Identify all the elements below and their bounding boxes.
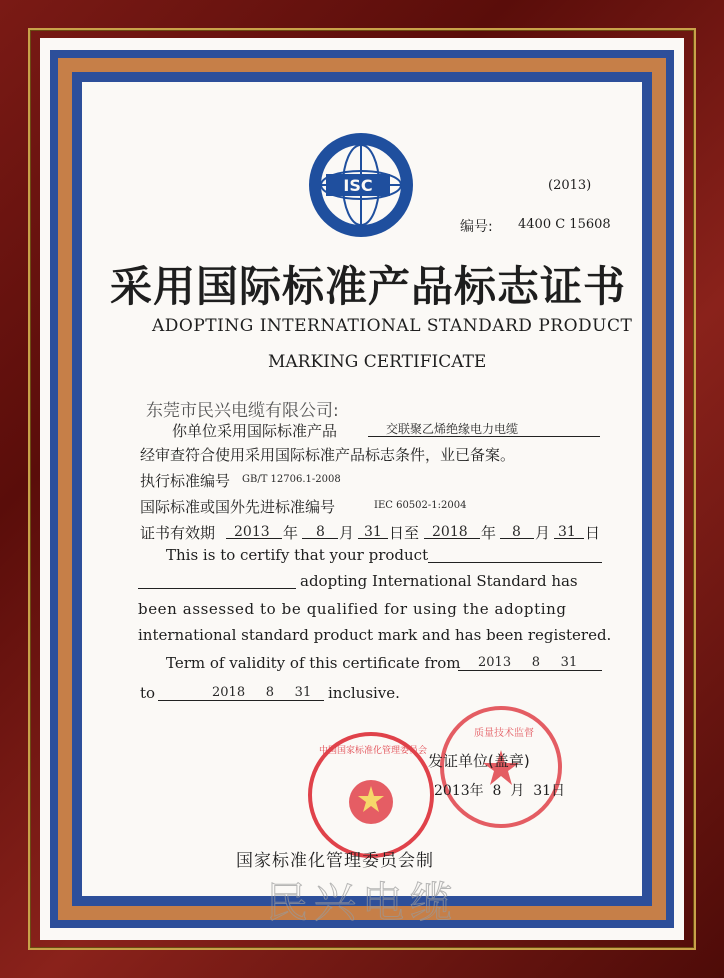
title-cn: 采用国际标准产品标志证书 (110, 262, 627, 311)
en-line5: Term of validity of this certificate from (166, 654, 461, 672)
en-to-underline (158, 700, 324, 701)
en-to-value: 2018 8 31 (212, 685, 312, 700)
en-from-underline (458, 670, 602, 671)
exec-std-label: 执行标准编号 (140, 472, 231, 490)
en-product-underline-2 (138, 588, 296, 589)
validity-month-char: 月 (339, 524, 355, 542)
seal-right-text: 质量技术监督 (474, 728, 534, 739)
issuer-label: 发证单位(盖章) (428, 752, 530, 770)
validity-from-year: 2013 (234, 524, 270, 540)
seal-left-text: 中国国家标准化管理委员会 (318, 746, 427, 756)
validity-year-char-2: 年 (481, 524, 497, 542)
seal-left (308, 732, 434, 858)
en-line4: international standard product mark and has been registered. (138, 626, 612, 644)
globe-logo-icon (306, 130, 416, 240)
product-label: 你单位采用国际标准产品 (172, 422, 338, 440)
approval-text: 经审查符合使用采用国际标准产品标志条件，业已备案。 (140, 446, 516, 464)
validity-to-day: 31 (558, 524, 576, 540)
en-line2: adopting International Standard has (300, 572, 578, 590)
validity-from-month: 8 (316, 524, 325, 540)
validity-to-year: 2018 (432, 524, 468, 540)
product-value: 交联聚乙烯绝缘电力电缆 (386, 422, 519, 436)
company-name: 东莞市民兴电缆有限公司: (146, 401, 339, 421)
intl-std-label: 国际标准或国外先进标准编号 (140, 498, 336, 516)
serial-label: 编号: (460, 219, 493, 235)
svg-text:ISC: ISC (343, 176, 373, 195)
en-line1: This is to certify that your product (166, 546, 429, 564)
en-line3: been assessed to be qualified for using the adopting (138, 600, 567, 618)
year-code: (2013) (548, 178, 592, 193)
isc-logo (306, 130, 416, 240)
validity-prefix: 证书有效期 (140, 524, 216, 542)
en-from-value: 2013 8 31 (478, 655, 578, 670)
validity-from-day: 31 (364, 524, 382, 540)
validity-year-char: 年 (283, 524, 299, 542)
validity-day-to-char: 日至 (389, 524, 420, 542)
title-en-line1: ADOPTING INTERNATIONAL STANDARD PRODUCT (152, 316, 633, 336)
en-product-underline (428, 562, 602, 563)
title-en-line2: MARKING CERTIFICATE (268, 352, 487, 372)
issue-date: 2013年 8 月 31日 (434, 783, 566, 799)
validity-day-char: 日 (585, 524, 601, 542)
intl-std-value: IEC 60502-1:2004 (374, 500, 467, 511)
validity-to-month: 8 (512, 524, 521, 540)
validity-month-char-2: 月 (535, 524, 551, 542)
en-to-label: to (140, 684, 156, 702)
certificate-paper (40, 38, 684, 940)
footer-issuer: 国家标准化管理委员会制 (236, 851, 434, 871)
serial-number: 4400 C 15608 (518, 217, 611, 232)
exec-std-value: GB/T 12706.1-2008 (242, 474, 341, 485)
watermark: 民兴电缆 (266, 878, 459, 927)
en-inclusive: inclusive. (328, 684, 400, 702)
